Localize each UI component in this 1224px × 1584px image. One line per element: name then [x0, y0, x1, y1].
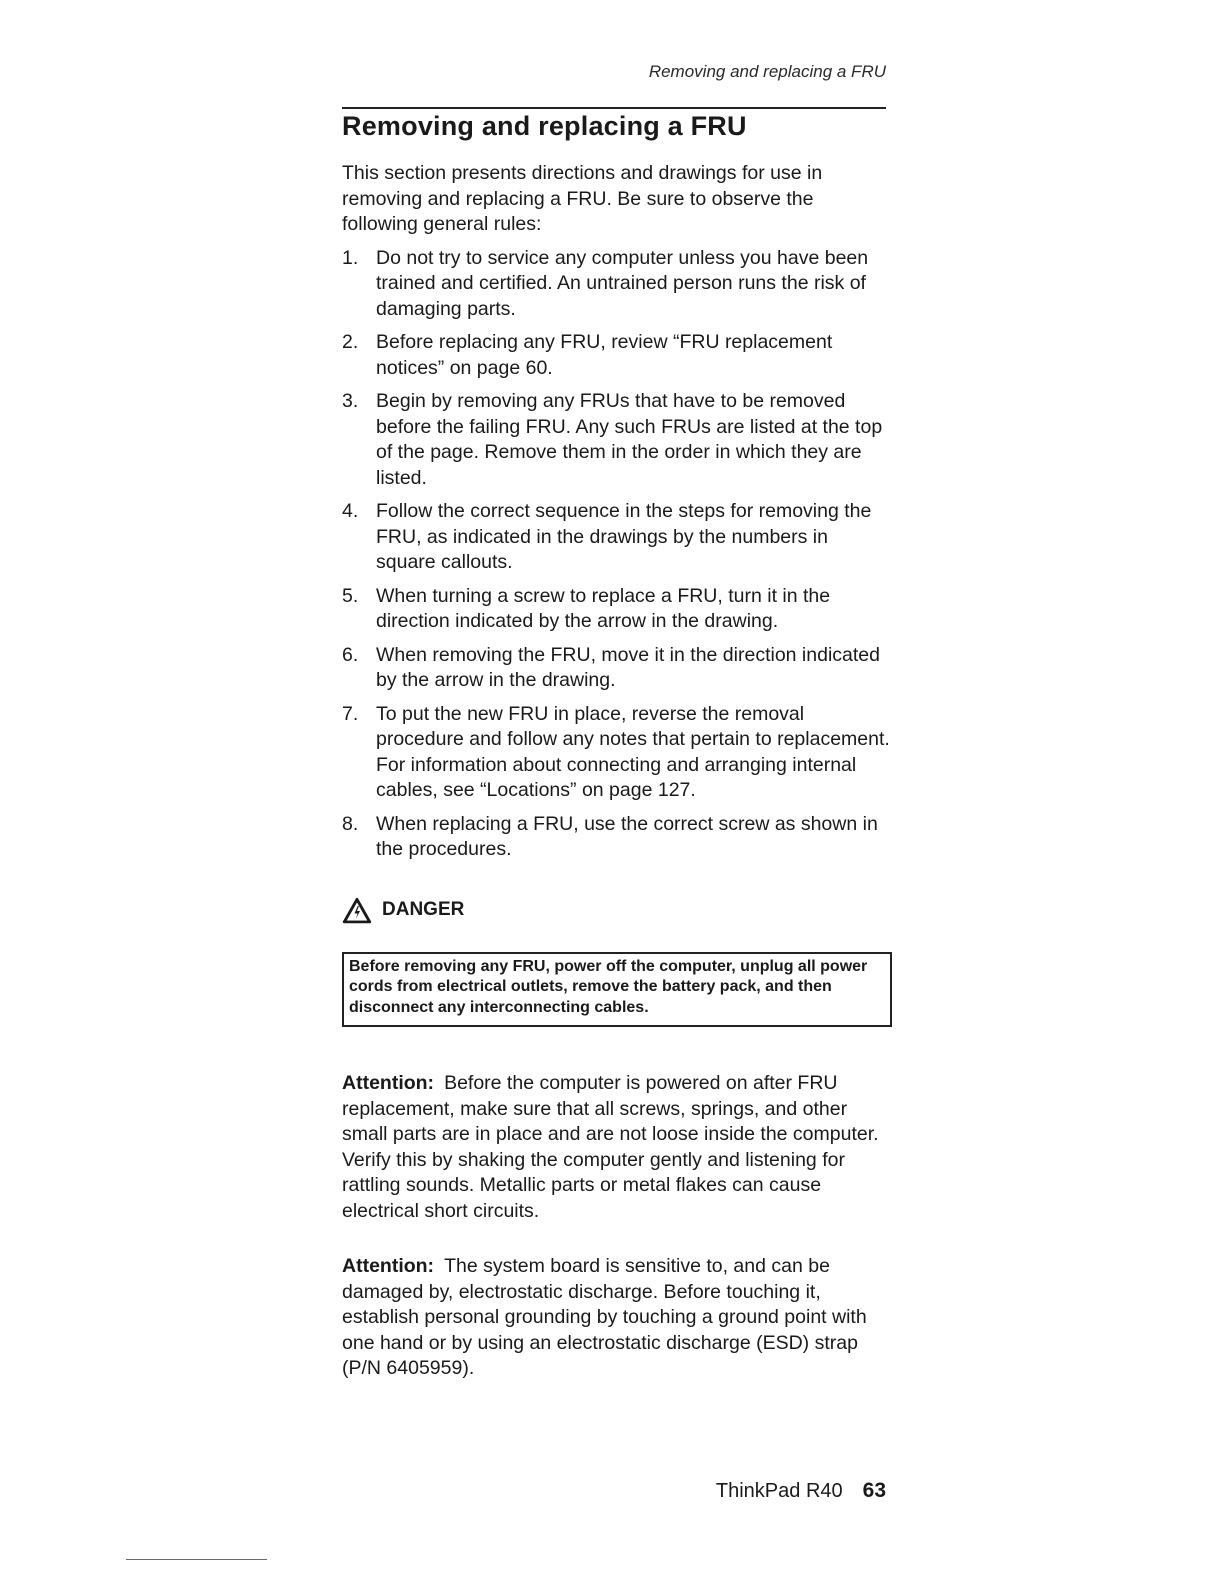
footer-product-name: ThinkPad R40 — [715, 1480, 843, 1502]
list-item-number: 4. — [342, 500, 359, 522]
list-item-number: 8. — [342, 812, 359, 835]
list-item-text: When replacing a FRU, use the correct screw as shown in the procedures. — [376, 812, 878, 860]
page-number: 63 — [862, 1479, 886, 1502]
header-divider — [342, 107, 886, 109]
list-item-number: 2. — [342, 331, 359, 353]
list-item — [342, 246, 890, 323]
list-item-text: Begin by removing any FRUs that have to be removed before the failing FRU. Any such FRUs are listed at the top of the page. Remove them in the order in which they are listed. — [376, 390, 883, 489]
list-item — [342, 389, 890, 491]
attention-label: Attention: — [342, 1072, 435, 1094]
list-item — [342, 702, 890, 804]
list-item — [342, 499, 890, 576]
attention-paragraph — [342, 1254, 890, 1382]
running-header: Removing and replacing a FRU — [648, 62, 886, 81]
intro-paragraph: This section presents directions and drawings for use in removing and replacing a FRU. Be sure to observe the following general rules: — [342, 162, 823, 235]
list-item-number: 3. — [342, 390, 359, 412]
list-item — [342, 643, 890, 694]
danger-heading — [342, 897, 890, 924]
warning-triangle-icon — [342, 897, 372, 924]
list-item-text: When turning a screw to replace a FRU, turn it in the direction indicated by the arrow in the drawing. — [376, 584, 831, 632]
list-item-number: 5. — [342, 584, 359, 607]
attention-paragraph — [342, 1071, 890, 1224]
footnote-divider — [126, 1559, 267, 1560]
rules-list — [342, 246, 890, 863]
attention-text: The system board is sensitive to, and can be damaged by, electrostatic discharge. Before touching it, establish personal grounding by touching a ground point with one hand or by using an electrostatic discharge (ESD) strap (P/N 6405959). — [342, 1255, 867, 1379]
main-content — [342, 161, 890, 1382]
attention-text: Before the computer is powered on after FRU replacement, make sure that all screws, springs, and other small parts are in place and are not loose inside the computer. Verify this by shaking the computer gently and listening for rattling sounds. Metallic parts or metal flakes can cause electrical short circuits. — [342, 1072, 879, 1222]
list-item-text: Before replacing any FRU, review “FRU replacement notices” on page 60. — [376, 331, 833, 379]
list-item — [342, 584, 890, 635]
list-item-text: Do not try to service any computer unless you have been trained and certified. An untrained person runs the risk of damaging parts. — [376, 246, 869, 320]
page-footer — [716, 1479, 886, 1503]
danger-notice-box: Before removing any FRU, power off the computer, unplug all power cords from electrical outlets, remove the battery pack, and then disconnect any interconnecting cables. — [342, 952, 892, 1028]
list-item-number: 6. — [342, 643, 359, 666]
danger-label: DANGER — [382, 899, 465, 921]
attention-label: Attention: — [342, 1255, 435, 1277]
list-item-text: Follow the correct sequence in the steps for removing the FRU, as indicated in the drawings by the numbers in square callouts. — [376, 500, 872, 573]
page-title: Removing and replacing a FRU — [342, 111, 747, 141]
list-item-text: When removing the FRU, move it in the direction indicated by the arrow in the drawing. — [376, 643, 880, 691]
list-item — [342, 330, 890, 381]
list-item-text: To put the new FRU in place, reverse the removal procedure and follow any notes that pertain to replacement. For information about connecting and arranging internal cables, see “Locations” on page 127. — [376, 702, 890, 801]
list-item-number: 1. — [342, 246, 359, 269]
list-item-number: 7. — [342, 702, 359, 725]
list-item — [342, 812, 890, 863]
